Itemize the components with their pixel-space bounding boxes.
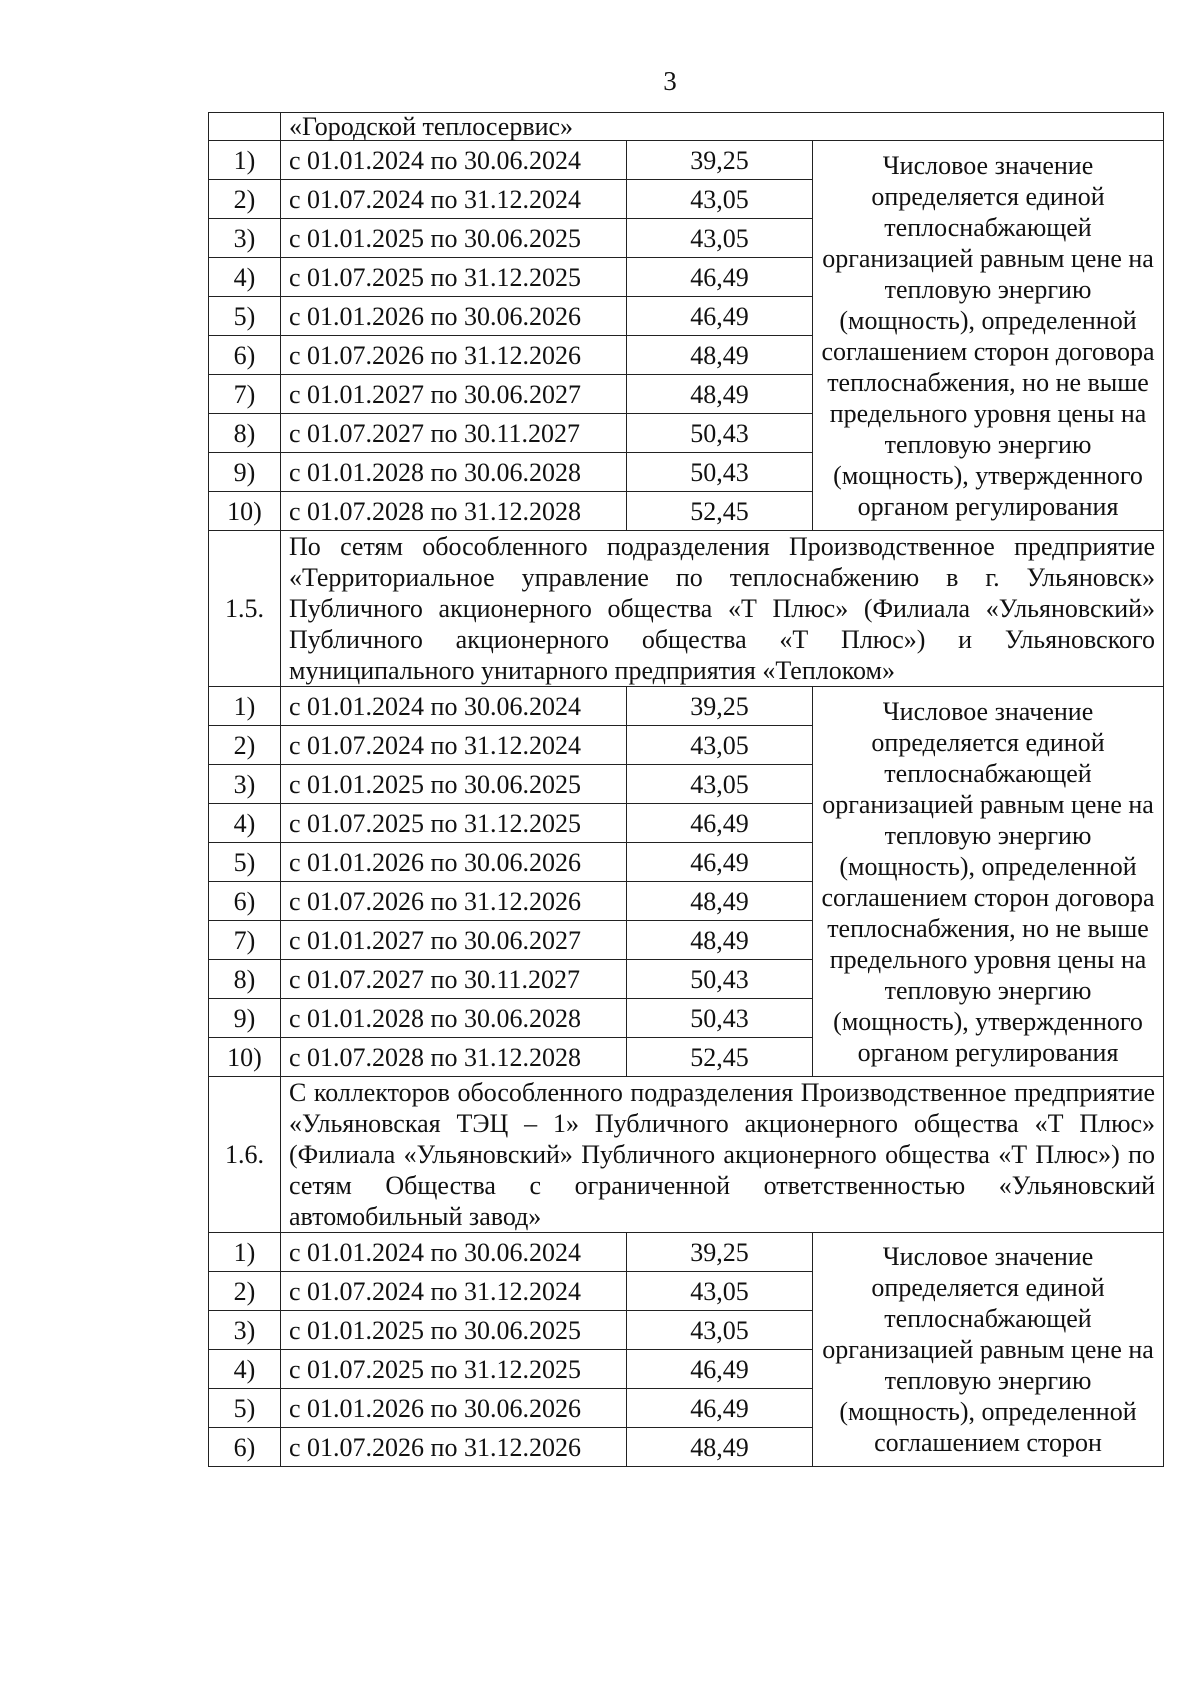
table-row bbox=[209, 1233, 1164, 1272]
row-number: 1) bbox=[209, 687, 281, 726]
value-cell: 48,49 bbox=[627, 375, 813, 414]
row-number: 6) bbox=[209, 882, 281, 921]
row-number: 4) bbox=[209, 804, 281, 843]
row-number: 2) bbox=[209, 1272, 281, 1311]
value-cell: 50,43 bbox=[627, 999, 813, 1038]
value-cell: 43,05 bbox=[627, 219, 813, 258]
row-number: 1) bbox=[209, 141, 281, 180]
value-cell: 39,25 bbox=[627, 141, 813, 180]
period-cell: с 01.07.2027 по 30.11.2027 bbox=[281, 960, 627, 999]
period-cell: с 01.07.2027 по 30.11.2027 bbox=[281, 414, 627, 453]
row-number: 3) bbox=[209, 765, 281, 804]
value-cell: 46,49 bbox=[627, 297, 813, 336]
period-cell: с 01.01.2024 по 30.06.2024 bbox=[281, 141, 627, 180]
period-cell: с 01.07.2026 по 31.12.2026 bbox=[281, 1428, 627, 1467]
row-number: 10) bbox=[209, 1038, 281, 1077]
row-number: 8) bbox=[209, 960, 281, 999]
period-cell: с 01.01.2026 по 30.06.2026 bbox=[281, 843, 627, 882]
value-cell: 39,25 bbox=[627, 1233, 813, 1272]
period-cell: с 01.01.2024 по 30.06.2024 bbox=[281, 1233, 627, 1272]
period-cell: с 01.01.2025 по 30.06.2025 bbox=[281, 765, 627, 804]
period-cell: с 01.01.2027 по 30.06.2027 bbox=[281, 375, 627, 414]
row-number: 1) bbox=[209, 1233, 281, 1272]
row-number: 7) bbox=[209, 375, 281, 414]
value-cell: 46,49 bbox=[627, 804, 813, 843]
period-cell: с 01.01.2026 по 30.06.2026 bbox=[281, 297, 627, 336]
value-cell: 46,49 bbox=[627, 843, 813, 882]
row-number: 5) bbox=[209, 297, 281, 336]
tariff-table bbox=[208, 112, 1164, 1467]
period-cell: с 01.01.2028 по 30.06.2028 bbox=[281, 453, 627, 492]
row-number: 3) bbox=[209, 1311, 281, 1350]
row-number: 3) bbox=[209, 219, 281, 258]
row-number: 2) bbox=[209, 726, 281, 765]
value-cell: 43,05 bbox=[627, 1272, 813, 1311]
row-number: 5) bbox=[209, 1389, 281, 1428]
value-cell: 46,49 bbox=[627, 1350, 813, 1389]
period-cell: с 01.07.2024 по 31.12.2024 bbox=[281, 726, 627, 765]
section-header-row bbox=[209, 531, 1164, 687]
period-cell: с 01.07.2025 по 31.12.2025 bbox=[281, 804, 627, 843]
empty-cell bbox=[209, 113, 281, 141]
period-cell: с 01.01.2028 по 30.06.2028 bbox=[281, 999, 627, 1038]
period-cell: с 01.07.2025 по 31.12.2025 bbox=[281, 1350, 627, 1389]
section-number: 1.6. bbox=[209, 1077, 281, 1233]
value-cell: 48,49 bbox=[627, 921, 813, 960]
note-cell: Числовое значение определяется единой теплоснабжающей организацией равным цене на тепловую энергию (мощность), определенной соглашением сторон bbox=[813, 1233, 1164, 1467]
row-number: 2) bbox=[209, 180, 281, 219]
row-number: 9) bbox=[209, 453, 281, 492]
period-cell: с 01.07.2024 по 31.12.2024 bbox=[281, 180, 627, 219]
value-cell: 48,49 bbox=[627, 1428, 813, 1467]
continued-header-text: «Городской теплосервис» bbox=[281, 113, 1164, 141]
period-cell: с 01.07.2026 по 31.12.2026 bbox=[281, 882, 627, 921]
period-cell: с 01.07.2025 по 31.12.2025 bbox=[281, 258, 627, 297]
section-number: 1.5. bbox=[209, 531, 281, 687]
value-cell: 48,49 bbox=[627, 336, 813, 375]
value-cell: 39,25 bbox=[627, 687, 813, 726]
period-cell: с 01.07.2028 по 31.12.2028 bbox=[281, 1038, 627, 1077]
row-number: 7) bbox=[209, 921, 281, 960]
value-cell: 43,05 bbox=[627, 180, 813, 219]
value-cell: 52,45 bbox=[627, 492, 813, 531]
value-cell: 50,43 bbox=[627, 453, 813, 492]
row-number: 10) bbox=[209, 492, 281, 531]
row-number: 9) bbox=[209, 999, 281, 1038]
value-cell: 48,49 bbox=[627, 882, 813, 921]
row-number: 8) bbox=[209, 414, 281, 453]
value-cell: 52,45 bbox=[627, 1038, 813, 1077]
row-number: 6) bbox=[209, 1428, 281, 1467]
value-cell: 43,05 bbox=[627, 765, 813, 804]
tariff-table-body bbox=[209, 113, 1164, 1467]
period-cell: с 01.01.2025 по 30.06.2025 bbox=[281, 1311, 627, 1350]
period-cell: с 01.07.2028 по 31.12.2028 bbox=[281, 492, 627, 531]
period-cell: с 01.01.2024 по 30.06.2024 bbox=[281, 687, 627, 726]
note-cell: Числовое значение определяется единой теплоснабжающей организацией равным цене на тепловую энергию (мощность), определенной соглашением сторон договора теплоснабжения, но не выше предельного уровня цены на тепловую энергию (мощность), утвержденного органом регулирования bbox=[813, 687, 1164, 1077]
value-cell: 43,05 bbox=[627, 1311, 813, 1350]
table-row bbox=[209, 141, 1164, 180]
value-cell: 46,49 bbox=[627, 1389, 813, 1428]
value-cell: 50,43 bbox=[627, 414, 813, 453]
row-number: 4) bbox=[209, 1350, 281, 1389]
row-number: 5) bbox=[209, 843, 281, 882]
period-cell: с 01.07.2026 по 31.12.2026 bbox=[281, 336, 627, 375]
section-title: По сетям обособленного подразделения Производственное предприятие «Территориальное управление по теплоснабжению в г. Ульяновск» Публичного акционерного общества «Т Плюс» (Филиала «Ульяновский» Публичного акционерного общества «Т Плюс») и Ульяновского муниципального унитарного предприятия «Теплоком» bbox=[281, 531, 1164, 687]
table-row bbox=[209, 687, 1164, 726]
period-cell: с 01.01.2026 по 30.06.2026 bbox=[281, 1389, 627, 1428]
period-cell: с 01.01.2025 по 30.06.2025 bbox=[281, 219, 627, 258]
note-cell: Числовое значение определяется единой теплоснабжающей организацией равным цене на тепловую энергию (мощность), определенной соглашением сторон договора теплоснабжения, но не выше предельного уровня цены на тепловую энергию (мощность), утвержденного органом регулирования bbox=[813, 141, 1164, 531]
row-number: 6) bbox=[209, 336, 281, 375]
value-cell: 46,49 bbox=[627, 258, 813, 297]
period-cell: с 01.01.2027 по 30.06.2027 bbox=[281, 921, 627, 960]
section-header-row bbox=[209, 1077, 1164, 1233]
continued-header-row bbox=[209, 113, 1164, 141]
value-cell: 50,43 bbox=[627, 960, 813, 999]
value-cell: 43,05 bbox=[627, 726, 813, 765]
section-title: С коллекторов обособленного подразделения Производственное предприятие «Ульяновская ТЭЦ – 1» Публичного акционерного общества «Т Плюс» (Филиала «Ульяновский» Публичного акционерного общества «Т Плюс») по сетям Общества с ограниченной ответственностью «Ульяновский автомобильный завод» bbox=[281, 1077, 1164, 1233]
period-cell: с 01.07.2024 по 31.12.2024 bbox=[281, 1272, 627, 1311]
page-number: 3 bbox=[663, 66, 677, 96]
row-number: 4) bbox=[209, 258, 281, 297]
